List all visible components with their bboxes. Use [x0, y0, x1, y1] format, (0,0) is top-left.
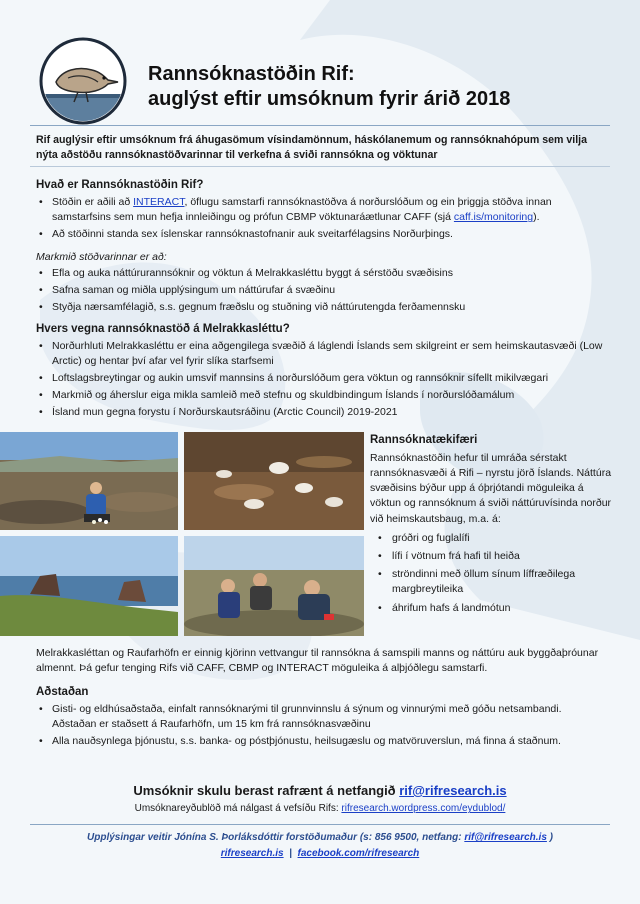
facility-heading: Aðstaðan [36, 686, 89, 698]
list-item: • gróðri og fuglalífi [370, 531, 614, 546]
photo-coastal-cliff [0, 536, 178, 636]
opportunities-heading: Rannsóknatækifæri [370, 434, 478, 446]
footer-links-line: rifresearch.is | facebook.com/rifresearch [220, 848, 420, 859]
footer-contact-line: Upplýsingar veitir Jónína S. Þorláksdóttir forstöðumaður (s: 856 9500, netfang: rif@rifresearch.is ) [87, 832, 553, 843]
forms-line: Umsóknareyðublöð má nálgast á vefsíðu Rifs: rifresearch.wordpress.com/eydublod/ [134, 803, 506, 815]
title-line-1: Rannsóknastöðin Rif: [148, 63, 355, 85]
photo-researcher-tundra [0, 432, 178, 530]
photo-fieldwork-group [184, 536, 364, 636]
list-item: • áhrifum hafs á landmótun [370, 601, 614, 616]
submission-email-link[interactable]: rif@rifresearch.is [399, 783, 507, 798]
section-why-heading: Hvers vegna rannsóknastöð á Melrakkasléttu? [36, 323, 290, 335]
footer-email-link[interactable]: rif@rifresearch.is [464, 832, 547, 843]
list-item: • Gisti- og eldhúsaðstaða, einfalt rannsóknarými til grunnvinnslu á sýnum og vinnurými með góðu netsambandi. Aðstaðan er staðsett á Raufarhöfn, um 15 km frá rannsóknasvæðinu [36, 702, 596, 732]
list-item: • Safna saman og miðla upplýsingum um náttúrufar á svæðinu [36, 283, 606, 298]
section-opportunities [370, 432, 614, 619]
submission-line: Umsóknir skulu berast rafrænt á netfangið rif@rifresearch.is [133, 783, 507, 798]
footer [0, 830, 640, 862]
website-link[interactable]: rifresearch.is [220, 848, 284, 859]
section-what [36, 177, 606, 244]
section-goal [36, 250, 606, 317]
list-item: • Styðja nærsamfélagið, s.s. gegnum fræðslu og stuðning við náttúrutengda ferðamennsku [36, 300, 606, 315]
caff-monitoring-link[interactable]: caff.is/monitoring [453, 211, 534, 224]
list-item: • Stöðin er aðili að INTERACT, öflugu samstarfi rannsóknastöðva á norðurslóðum og ein þriggja stöðva innan samstarfsins sem mun hefja innleiðingu og prófun CBMP vöktunaráætlunar CAFF (sjá caff.is/monitoring). [36, 195, 606, 225]
section-facility [36, 684, 596, 751]
footer-divider [30, 824, 610, 825]
section-what-heading: Hvað er Rannsóknastöðin Rif? [36, 179, 204, 191]
section-why [36, 321, 606, 422]
page-title [148, 62, 510, 112]
facebook-link[interactable]: facebook.com/rifresearch [297, 848, 420, 859]
list-item: • ströndinni með öllum sínum líffræðilega margbreytileika [370, 567, 614, 597]
list-item: • Efla og auka náttúrurannsóknir og vöktun á Melrakkasléttu byggt á sérstöðu svæðisins [36, 266, 606, 281]
list-item: • Markmið og áherslur eiga mikla samleið með stefnu og skuldbindingum Íslands í norðurslóðamálum [36, 388, 606, 403]
submission-info [0, 782, 640, 817]
list-item: • Alla nauðsynlega þjónustu, s.s. banka- og póstþjónustu, heilsugæslu og matvöruverslun, má finna á staðnum. [36, 734, 596, 749]
rif-logo [38, 36, 128, 126]
top-divider [30, 125, 610, 126]
list-item: • Norðurhluti Melrakkasléttu er eina aðgengilega svæðið á láglendi Íslands sem skilgreint er sem heimskautasvæði (Low Arctic) og hentar því afar vel fyrir slíka starfsemi [36, 339, 606, 369]
interact-link[interactable]: INTERACT [133, 196, 185, 209]
opportunities-text: Rannsóknastöðin hefur til umráða sérstakt rannsóknasvæði á Rifi – nyrstu jörð Íslands. Náttúra svæðisins býður upp á óþrjótandi möguleika á vöktun og rannsóknum á sviði náttúruvísinda norður við heimskautsbaug, m.a. á: [370, 451, 612, 525]
list-item: • Að stöðinni standa sex íslenskar rannsóknastofnanir auk sveitarfélagsins Norðurþings. [36, 227, 606, 242]
list-item: • Ísland mun gegna forystu í Norðurskautsráðinu (Arctic Council) 2019-2021 [36, 405, 606, 420]
section-goal-heading: Markmið stöðvarinnar er að: [36, 251, 167, 263]
forms-link[interactable]: rifresearch.wordpress.com/eydublod/ [341, 803, 506, 815]
title-line-2: auglýst eftir umsóknum fyrir árið 2018 [148, 88, 511, 110]
community-paragraph: Melrakkasléttan og Raufarhöfn er einnig kjörinn vettvangur til rannsókna á samspili manns og náttúru auk byggðaþróunar almennt. Þá gefur tenging Rifs við CAFF, CBMP og INTERACT möguleika á alþjóðlegu samstarfi. [36, 647, 599, 674]
photo-shorebirds [184, 432, 364, 530]
intro-text: Rif auglýsir eftir umsóknum frá áhugasömum vísindamönnum, háskólanemum og rannsóknahópum sem vilja nýta aðstöðu rannsóknastöðvarinnar til verkefna á sviði rannsókna og vöktunar [36, 134, 587, 162]
list-item: • lífi í vötnum frá hafi til heiða [370, 549, 614, 564]
intro-divider [30, 166, 610, 167]
list-item: • Loftslagsbreytingar og aukin umsvif mannsins á norðurslóðum gera vöktun og rannsóknir sífellt mikilvægari [36, 371, 606, 386]
